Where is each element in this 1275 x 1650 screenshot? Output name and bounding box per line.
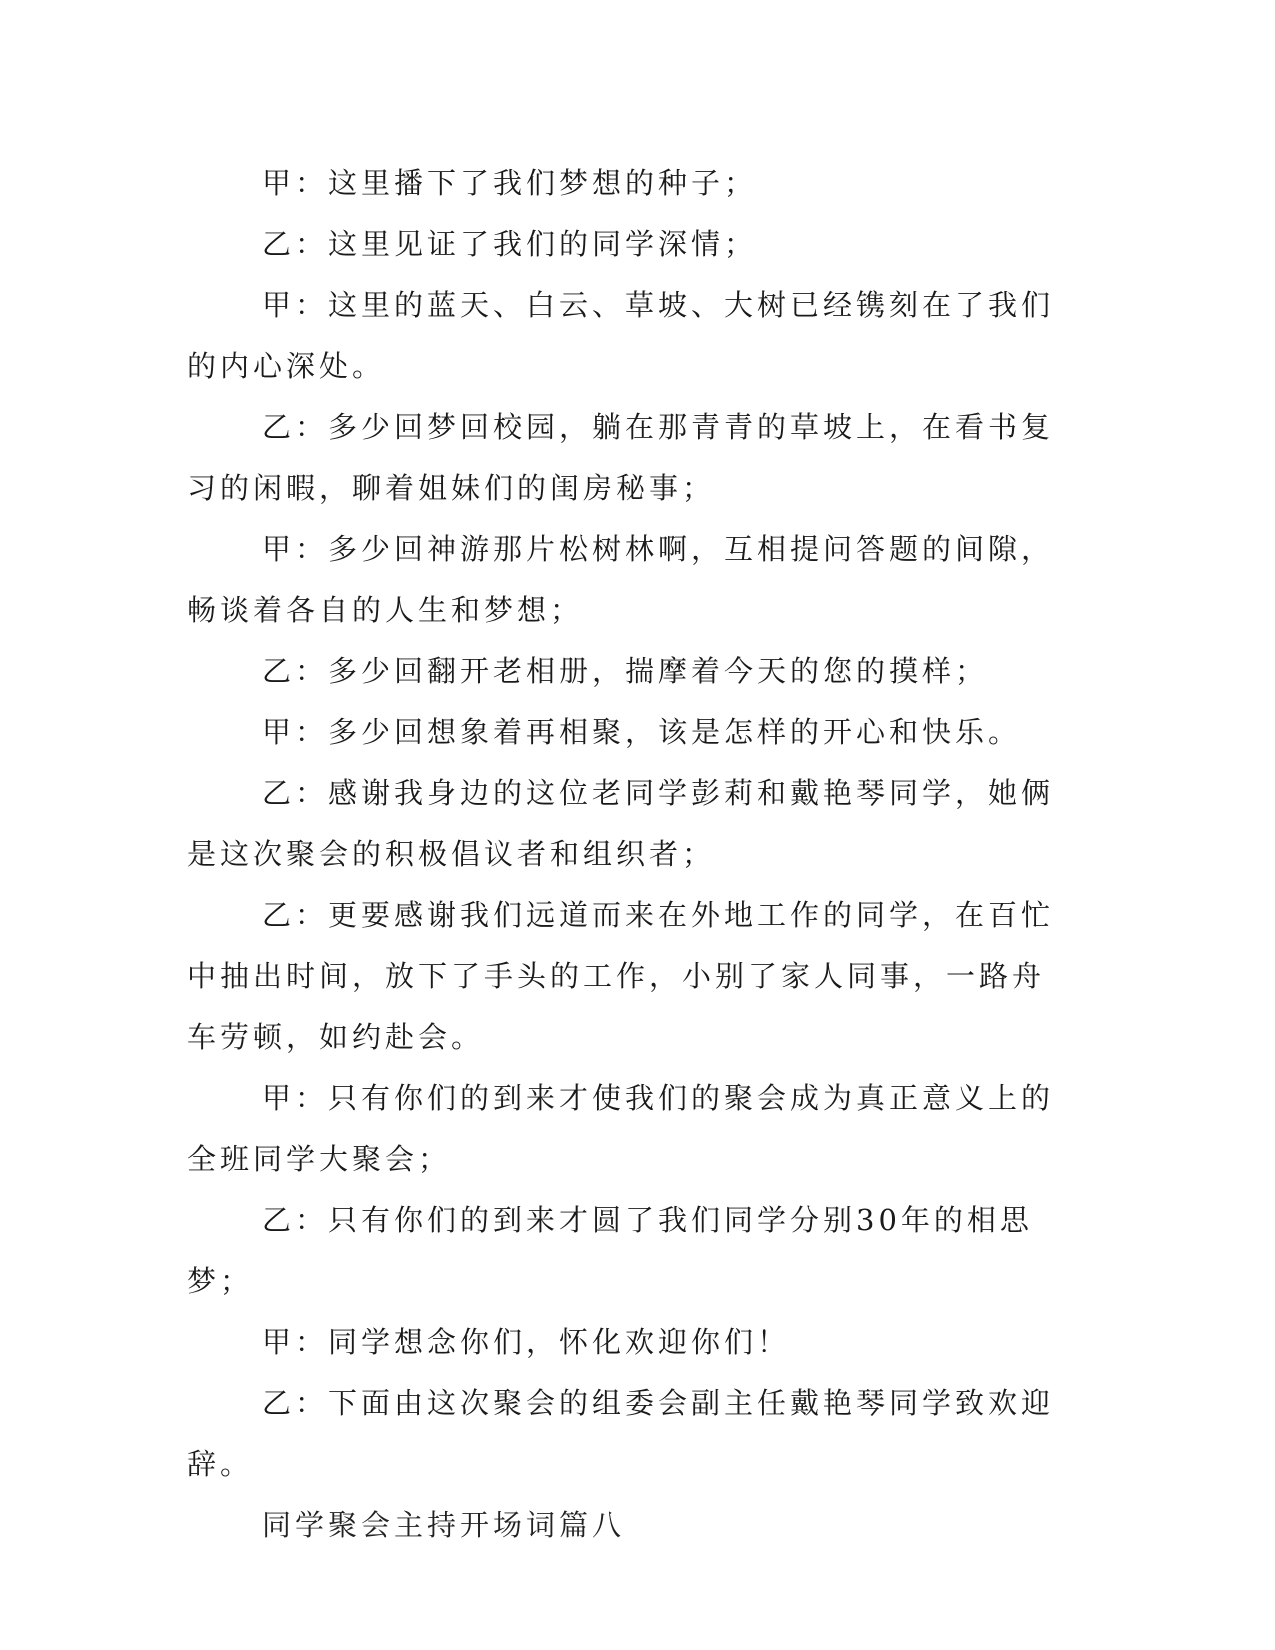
paragraph: 乙：多少回梦回校园，躺在那青青的草坡上，在看书复习的闲暇，聊着姐妹们的闺房秘事； (187, 410, 1055, 505)
paragraph: 甲：同学想念你们，怀化欢迎你们！ (262, 1325, 791, 1359)
document-body (187, 153, 1067, 1556)
paragraph: 乙：下面由这次聚会的组委会副主任戴艳琴同学致欢迎辞。 (187, 1386, 1055, 1481)
paragraph: 乙：更要感谢我们远道而来在外地工作的同学，在百忙中抽出时间，放下了手头的工作，小别了家人同事，一路舟车劳顿，如约赴会。 (187, 898, 1055, 1054)
paragraph: 乙：多少回翻开老相册，揣摩着今天的您的摸样； (262, 654, 989, 688)
paragraph: 甲：这里播下了我们梦想的种子； (262, 166, 758, 200)
paragraph: 乙：这里见证了我们的同学深情； (262, 227, 758, 261)
paragraph: 甲：这里的蓝天、白云、草坡、大树已经镌刻在了我们的内心深处。 (187, 288, 1055, 383)
paragraph: 甲：多少回神游那片松树林啊，互相提问答题的间隙，畅谈着各自的人生和梦想； (187, 532, 1055, 627)
section-title: 同学聚会主持开场词篇八 (262, 1508, 626, 1542)
paragraph: 乙：感谢我身边的这位老同学彭莉和戴艳琴同学，她俩是这次聚会的积极倡议者和组织者； (187, 776, 1055, 871)
paragraph: 甲：多少回想象着再相聚，该是怎样的开心和快乐。 (262, 715, 1022, 749)
paragraph: 乙：只有你们的到来才圆了我们同学分别30年的相思梦； (187, 1203, 1033, 1298)
paragraph: 甲：只有你们的到来才使我们的聚会成为真正意义上的全班同学大聚会； (187, 1081, 1055, 1176)
